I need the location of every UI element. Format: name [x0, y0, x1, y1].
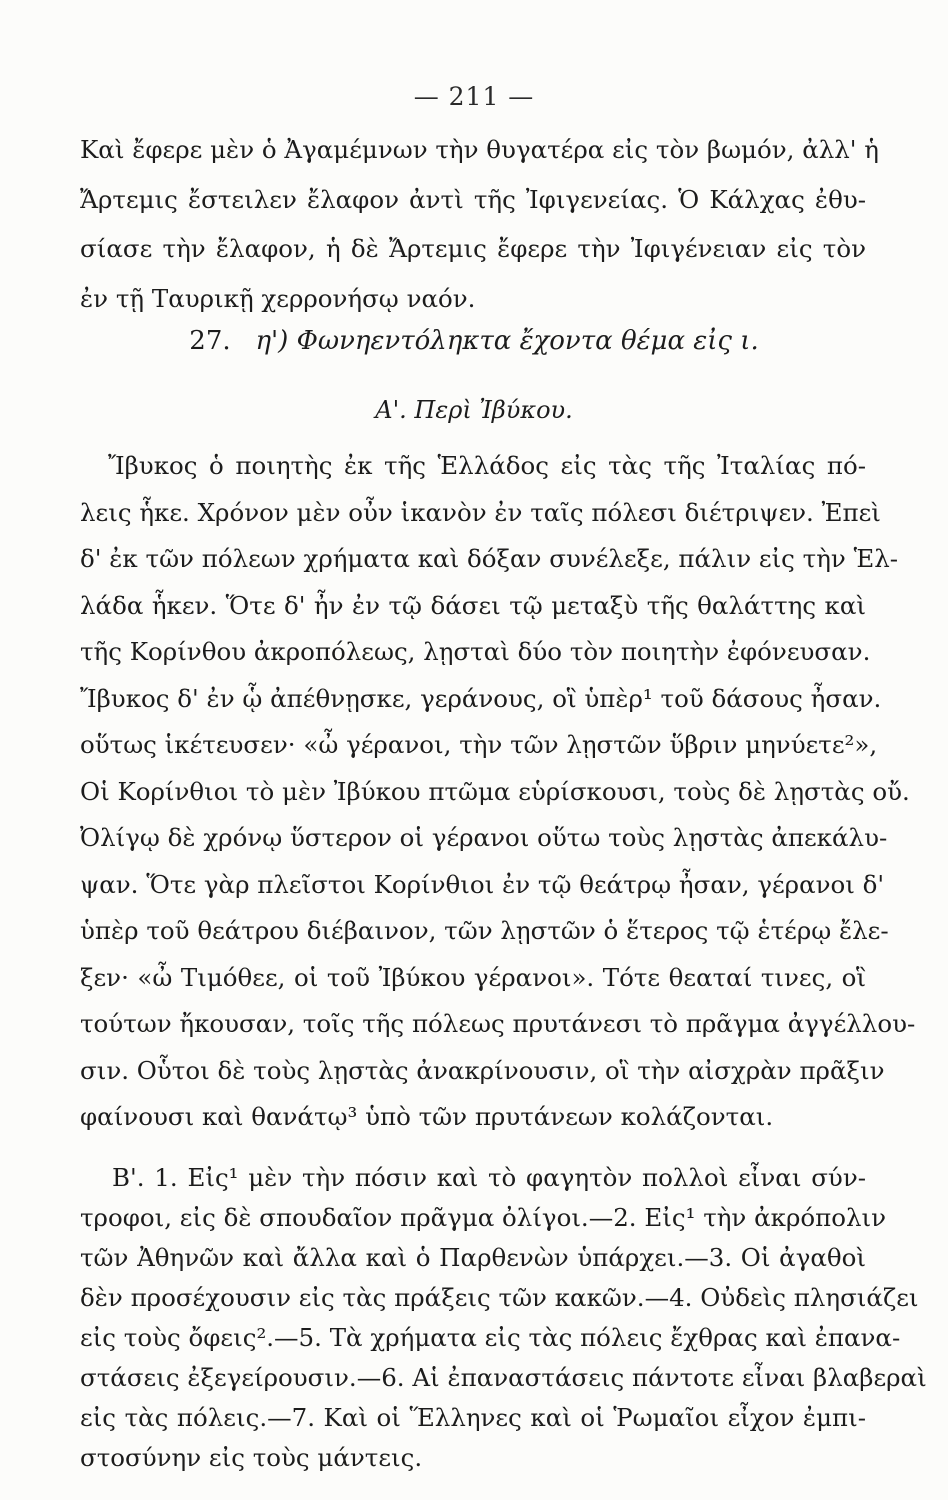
- page-number: — 211 —: [413, 82, 535, 111]
- text-line: Β'. 1. Εἰς¹ μὲν τὴν πόσιν καὶ τὸ φαγητὸν πολλοὶ εἶναι σύν-: [112, 1162, 866, 1192]
- text-line: λεις ἧκε. Χρόνον μὲν οὖν ἱκανὸν ἐν ταῖς πόλεσι διέτριψεν. Ἐπεὶ: [80, 497, 881, 527]
- text-line: σιν. Οὗτοι δὲ τοὺς λῃστὰς ἀνακρίνουσιν, οἳ τὴν αἰσχρὰν πρᾶξιν: [80, 1055, 885, 1085]
- text-line: φαίνουσι καὶ θανάτῳ³ ὑπὸ τῶν πρυτάνεων κολάζονται.: [80, 1102, 774, 1131]
- text-line: στοσύνην εἰς τοὺς μάντεις.: [80, 1442, 423, 1472]
- text-line: Ἄρτεμις ἔστειλεν ἔλαφον ἀντὶ τῆς Ἰφιγενείας. Ὁ Κάλχας ἐθυ-: [80, 185, 866, 214]
- text-line: εἰς τοὺς ὄφεις².—5. Τὰ χρήματα εἰς τὰς πόλεις ἔχθρας καὶ ἐπανα-: [80, 1322, 901, 1352]
- text-line: τῆς Κορίνθου ἀκροπόλεως, λῃσταὶ δύο τὸν ποιητὴν ἐφόνευσαν.: [80, 637, 871, 666]
- text-line: Ἴβυκος δ' ἐν ᾧ ἀπέθνῃσκε, γεράνους, οἳ ὑπὲρ¹ τοῦ δάσους ἦσαν.: [80, 683, 882, 713]
- text-line: οὕτως ἱκέτευσεν· «ὦ γέρανοι, τὴν τῶν λῃστῶν ὕβριν μηνύετε²»,: [80, 730, 878, 759]
- text-line: δ' ἐκ τῶν πόλεων χρήματα καὶ δόξαν συνέλεξε, πάλιν εἰς τὴν Ἑλ-: [80, 544, 899, 573]
- section-number: 27.: [189, 326, 231, 356]
- subheading: Α'. Περὶ Ἰβύκου.: [375, 396, 573, 424]
- text-line: ξεν· «ὦ Τιμόθεε, οἱ τοῦ Ἰβύκου γέρανοι». Τότε θεαταί τινες, οἳ: [80, 962, 866, 992]
- section-heading: [0, 325, 948, 357]
- text-line: στάσεις ἐξεγείρουσιν.—6. Αἱ ἐπαναστάσεις πάντοτε εἶναι βλαβεραὶ: [80, 1362, 927, 1392]
- text-line: σίασε τὴν ἔλαφον, ἡ δὲ Ἄρτεμις ἔφερε τὴν Ἰφιγένειαν εἰς τὸν: [80, 234, 866, 263]
- text-line: Ἴβυκος ὁ ποιητὴς ἐκ τῆς Ἑλλάδος εἰς τὰς τῆς Ἰταλίας πό-: [108, 451, 866, 480]
- text-line: Καὶ ἔφερε μὲν ὁ Ἀγαμέμνων τὴν θυγατέρα εἰς τὸν βωμόν, ἀλλ' ἡ: [80, 135, 879, 164]
- section-title: η') Φωνηεντόληκτα ἔχοντα θέμα εἰς ι.: [255, 326, 759, 356]
- text-line: τούτων ἤκουσαν, τοῖς τῆς πόλεως πρυτάνεσι τὸ πρᾶγμα ἀγγέλλου-: [80, 1009, 916, 1038]
- text-line: ἐν τῇ Ταυρικῇ χερρονήσῳ ναόν.: [80, 284, 476, 313]
- text-line: Ὀλίγῳ δὲ χρόνῳ ὕστερον οἱ γέρανοι οὕτω τοὺς λῃστὰς ἀπεκάλυ-: [80, 823, 888, 852]
- text-line: δὲν προσέχουσιν εἰς τὰς πράξεις τῶν κακῶν.—4. Οὐδεὶς πλησιάζει: [80, 1282, 919, 1312]
- text-line: Οἱ Κορίνθιοι τὸ μὲν Ἰβύκου πτῶμα εὑρίσκουσι, τοὺς δὲ λῃστὰς οὔ.: [80, 776, 910, 806]
- text-line: τροφοι, εἰς δὲ σπουδαῖον πρᾶγμα ὀλίγοι.—2. Εἰς¹ τὴν ἀκρόπολιν: [80, 1202, 886, 1232]
- text-line: ψαν. Ὅτε γὰρ πλεῖστοι Κορίνθιοι ἐν τῷ θεάτρῳ ἦσαν, γέρανοι δ': [80, 869, 885, 899]
- text-line: τῶν Ἀθηνῶν καὶ ἄλλα καὶ ὁ Παρθενὼν ὑπάρχει.—3. Οἱ ἀγαθοὶ: [80, 1242, 866, 1272]
- text-line: ὑπὲρ τοῦ θεάτρου διέβαινον, τῶν λῃστῶν ὁ ἕτερος τῷ ἑτέρῳ ἔλε-: [80, 916, 889, 945]
- text-line: λάδα ἧκεν. Ὅτε δ' ἦν ἐν τῷ δάσει τῷ μεταξὺ τῆς θαλάττης καὶ: [80, 590, 866, 620]
- text-line: εἰς τὰς πόλεις.—7. Καὶ οἱ Ἕλληνες καὶ οἱ Ῥωμαῖοι εἶχον ἐμπι-: [80, 1402, 866, 1432]
